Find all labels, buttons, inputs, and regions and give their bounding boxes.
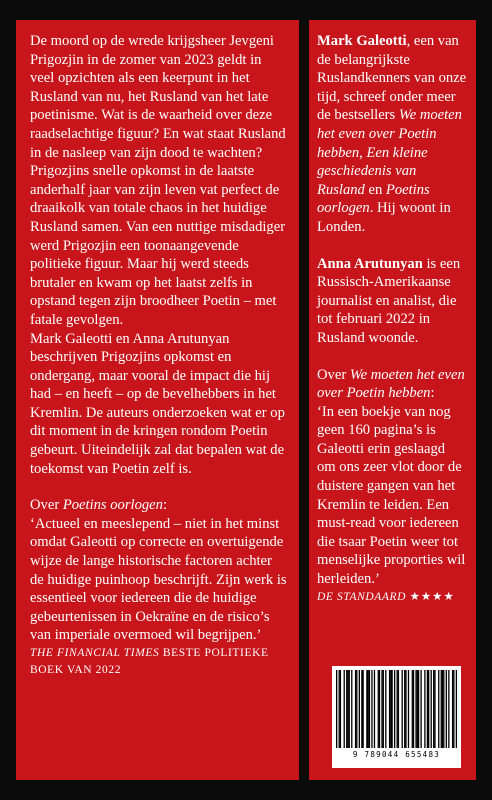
- review-colon: :: [162, 497, 168, 514]
- review-source-right: [317, 589, 467, 606]
- author-bio-arutunyan: [317, 255, 467, 348]
- barcode-bar: [378, 670, 379, 748]
- barcode-bar: [347, 670, 348, 748]
- barcode-bar: [404, 670, 405, 748]
- synopsis-paragraph-3: Mark Galeotti en Anna Arutunyan beschrijven Prigozjins opkomst en ondergang, maar vooral de impact die hij had – en heeft – op de bevelhebbers in het Kremlin. De auteurs onderzoeken wat er op dit moment in de kringen rondom Poetin gebeurt. Uiteindelijk zal dat bepalen wat de toekomst van Poetin zelf is.: [30, 330, 285, 477]
- isbn-barcode: [332, 666, 461, 768]
- book-title: Een kleine geschiedenis van Rusland: [317, 144, 428, 198]
- source-award: BESTE POLITIEKE BOEK VAN 2022: [30, 647, 269, 676]
- review-book-title: Poetins oorlogen: [62, 497, 163, 514]
- synopsis-paragraph-2: Prigozjins snelle opkomst in de laatste anderhalf jaar van zijn leven vat perfect de draaikolk van totale chaos in het huidige Rusland samen. Van een nuttige misdadiger werd Prigozjin een toonaangevende politieke figuur. Maar hij werd steeds brutaler en kwam op het laatst zelfs in opstand tegen zijn broodheer Poetin – met fatale gevolgen.: [30, 163, 286, 328]
- barcode-bar: [379, 670, 380, 748]
- barcode-bar: [424, 670, 425, 748]
- bio-text: , een van de belangrijkste Ruslandkenners van onze tijd, schreef onder meer de bestsellers: [317, 33, 467, 124]
- barcode-bar: [355, 670, 356, 748]
- barcode-bar: [443, 670, 444, 748]
- barcode-bar: [441, 670, 442, 748]
- barcode-bar: [412, 670, 413, 748]
- barcode-bar: [349, 670, 350, 748]
- barcode-bar: [431, 670, 432, 748]
- barcode-bar: [402, 670, 403, 748]
- barcode-bar: [391, 670, 392, 748]
- barcode-bar: [420, 670, 421, 748]
- review-intro: Over: [30, 497, 63, 514]
- bio-text: . Hij woont in Londen.: [317, 200, 451, 235]
- synopsis-paragraph-1: De moord op de wrede krijgsheer Jevgeni Prigozjin in de zomer van 2023 geldt in veel opzichten als een keerpunt in het Rusland van nu, het Rusland van het late poetinisme. Wat is de waarheid over deze raadselachtige figuur? En wat staat Rusland in de nasleep van zijn dood te wachten?: [30, 33, 286, 161]
- barcode-bar: [356, 670, 357, 748]
- barcode-bar: [442, 670, 443, 748]
- barcode-bar: [438, 670, 439, 748]
- bio-text: en: [364, 181, 386, 198]
- barcode-bar: [453, 670, 454, 748]
- review-source-left: [30, 645, 289, 679]
- barcode-bar: [351, 670, 352, 748]
- review-intro: Over: [317, 366, 350, 383]
- barcode-bar: [371, 670, 372, 748]
- barcode-bar: [448, 670, 449, 748]
- source-publication: THE FINANCIAL TIMES: [30, 647, 160, 659]
- barcode-bar: [381, 670, 382, 748]
- barcode-bar: [427, 670, 428, 748]
- barcode-bar: [362, 670, 363, 748]
- barcode-bar: [346, 670, 347, 748]
- barcode-bar: [368, 670, 369, 748]
- barcode-bar: [374, 670, 375, 748]
- barcode-bar: [366, 670, 367, 748]
- barcode-bar: [390, 670, 391, 748]
- author-name-arutunyan: Anna Arutunyan: [317, 255, 423, 272]
- review-colon: :: [430, 385, 435, 402]
- barcode-bar: [344, 670, 345, 748]
- barcode-bar: [408, 670, 409, 748]
- rating-stars-icon: ★★★★: [409, 590, 455, 603]
- barcode-bar: [383, 670, 384, 748]
- barcode-bars-icon: [336, 670, 457, 750]
- barcode-bar: [413, 670, 414, 748]
- review-book-title: We moeten het even over Poetin hebben: [317, 366, 465, 402]
- barcode-bar: [452, 670, 453, 748]
- review-heading-left: [30, 496, 289, 515]
- barcode-bar: [340, 670, 341, 748]
- book-title: We moeten het even over Poetin hebben: [317, 107, 462, 161]
- barcode-bar: [418, 670, 419, 748]
- source-publication: DE STANDAARD: [317, 590, 407, 603]
- barcode-bar: [415, 670, 416, 748]
- barcode-bar: [417, 670, 418, 748]
- barcode-bar: [405, 670, 406, 748]
- review-quote-right: ‘In een boekje van nog geen 160 pagina’s is Galeotti erin geslaagd om ons zeer vlot door de duistere gangen van het Kremlin te leiden. Een must-read voor iedereen die tsaar Poetin weer tot menselijke proporties wil herleiden.’: [317, 403, 466, 588]
- book-title: Poetins oorlogen: [317, 181, 430, 217]
- left-text-panel: [16, 20, 299, 780]
- barcode-bar: [446, 670, 447, 748]
- review-quote-left: ‘Actueel en meeslepend – niet in het minst omdat Galeotti op correcte en overtuigende wijze de lange historische factoren achter de huidige puinhoop beschrijft. Zijn werk is essentieel voor iedereen die de huidige gebeurtenissen in Oekraïne en de risico’s van imperiale overmoed wil begrijpen.’: [30, 515, 287, 644]
- author-name-galeotti: Mark Galeotti: [317, 33, 407, 49]
- barcode-bar: [339, 670, 340, 748]
- barcode-bar: [369, 670, 370, 748]
- bio-text: is een Russisch-Amerikaanse journalist en analist, die tot februari 2022 in Rusland woonde.: [317, 255, 461, 346]
- isbn-number: 9 789044 655483: [352, 750, 441, 759]
- barcode-bar: [336, 670, 337, 748]
- review-heading-right: [317, 366, 467, 403]
- barcode-bar: [398, 670, 399, 748]
- barcode-bar: [434, 670, 435, 748]
- bio-text: ,: [359, 144, 367, 161]
- barcode-bar: [385, 670, 386, 748]
- barcode-bar: [361, 670, 362, 748]
- barcode-bar: [359, 670, 360, 748]
- barcode-bar: [397, 670, 398, 748]
- barcode-bar: [433, 670, 434, 748]
- barcode-bar: [389, 670, 390, 748]
- barcode-bar: [428, 670, 429, 748]
- barcode-bar: [394, 670, 395, 748]
- author-bio-galeotti: [317, 32, 467, 237]
- barcode-bar: [456, 670, 457, 748]
